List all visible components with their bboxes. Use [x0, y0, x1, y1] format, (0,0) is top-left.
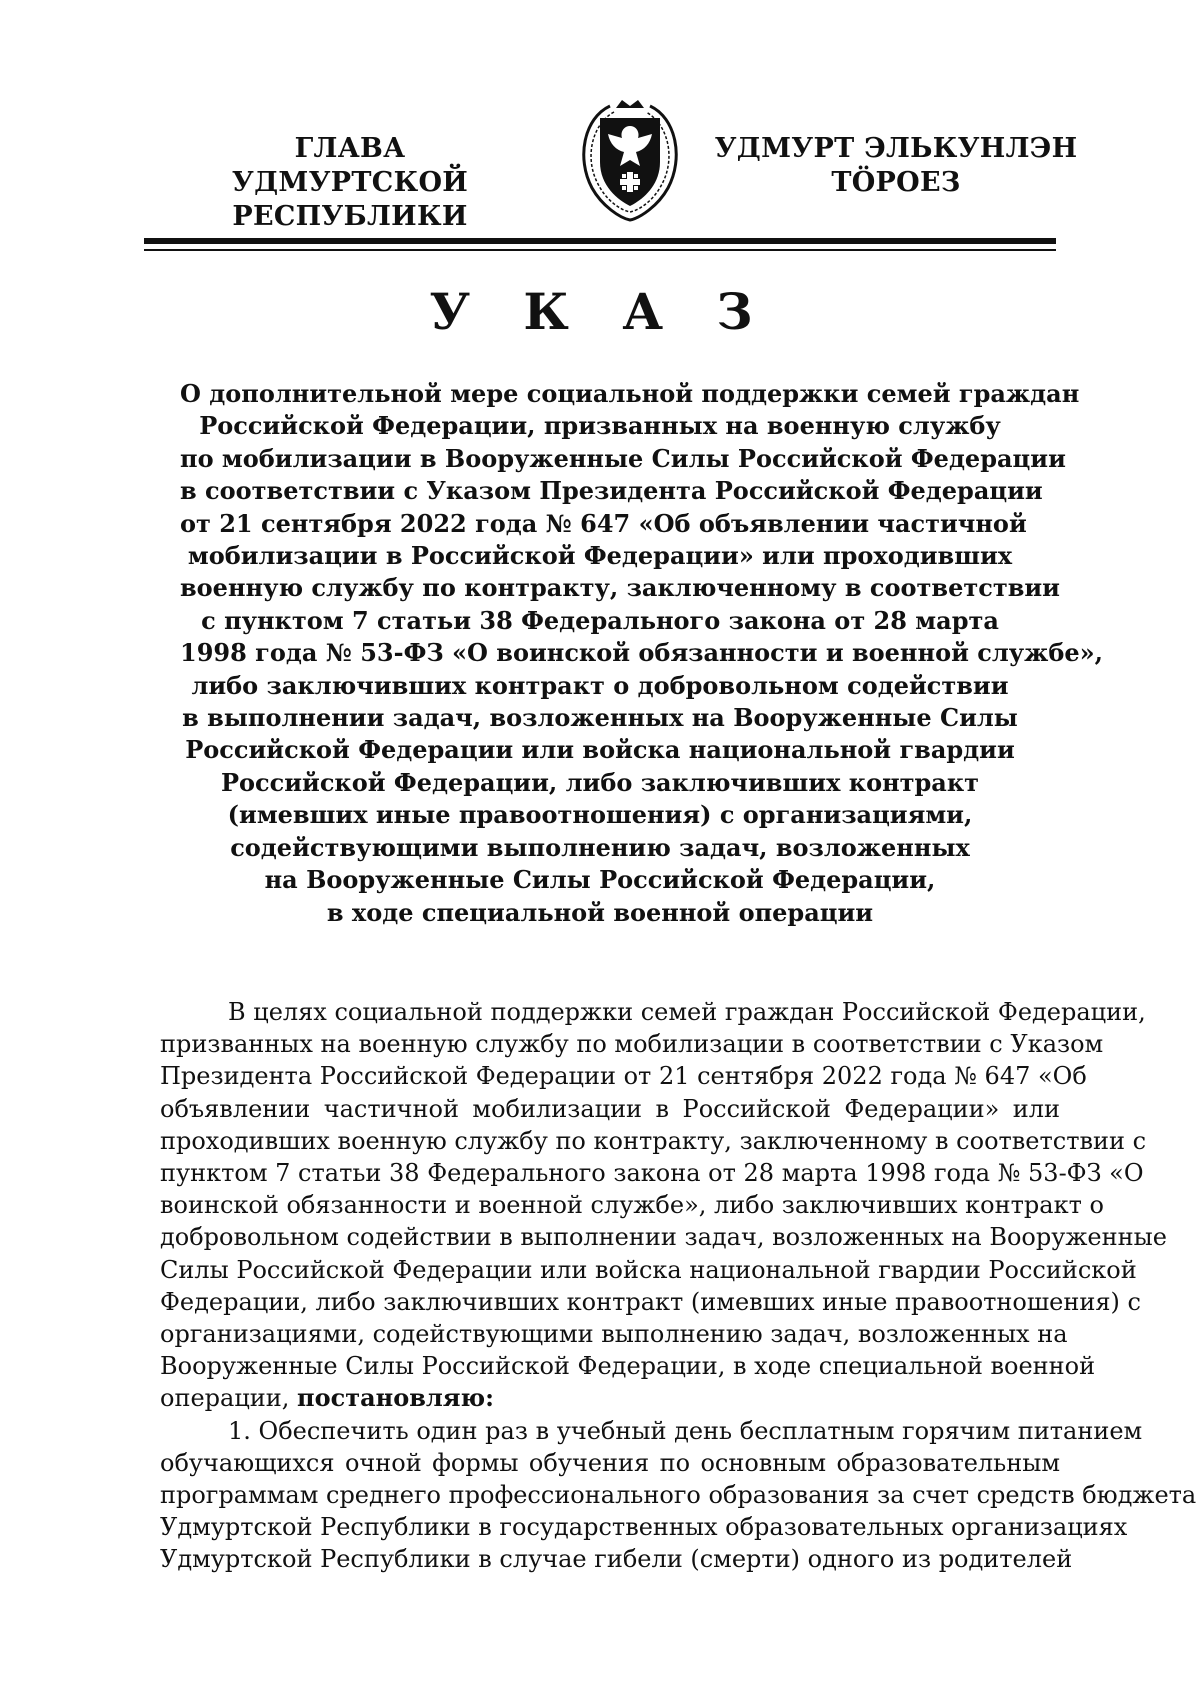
body-line: добровольном содействии в выполнении задач, возложенных на Вооруженные — [160, 1223, 1167, 1252]
issuer-title-russian — [150, 132, 550, 234]
body-line: 1. Обеспечить один раз в учебный день бесплатным горячим питанием — [228, 1416, 1143, 1445]
body-line: Удмуртской Республики в случае гибели (смерти) одного из родителей — [160, 1545, 1073, 1574]
title-line: с пунктом 7 статьи 38 Федерального закона от 28 марта — [201, 605, 999, 635]
body-line: обучающихся очной формы обучения по основным образовательным — [160, 1448, 1060, 1477]
document-header — [0, 96, 1200, 232]
udmurt-coat-of-arms-icon — [570, 96, 690, 224]
resolution-keyword: постановляю: — [297, 1383, 494, 1413]
title-line: мобилизации в Российской Федерации» или проходивших — [187, 541, 1013, 571]
body-line: Вооруженные Силы Российской Федерации, в ходе специальной военной — [160, 1352, 1096, 1381]
body-line: Президента Российской Федерации от 21 сентября 2022 года № 647 «Об — [160, 1062, 1087, 1091]
issuer-title-udmurt-line2: ТӦРОЕЗ — [831, 167, 961, 198]
title-line: содействующими выполнению задач, возложенных — [230, 832, 970, 862]
title-line: Российской Федерации, призванных на военную службу — [199, 411, 1001, 441]
title-line: в соответствии с Указом Президента Российской Федерации — [180, 476, 1043, 506]
header-divider-thick — [144, 238, 1056, 244]
issuer-title-russian-line1: ГЛАВА — [294, 133, 406, 164]
body-line-resolution — [160, 1382, 1060, 1414]
title-line: военную службу по контракту, заключенному в соответствии — [180, 573, 1060, 603]
title-line: на Вооруженные Силы Российской Федерации, — [264, 865, 936, 895]
title-line: в ходе специальной военной операции — [326, 897, 874, 927]
title-line: от 21 сентября 2022 года № 647 «Об объявлении частичной — [180, 508, 1027, 538]
decree-title — [180, 378, 1103, 929]
item-1-paragraph — [160, 1415, 1197, 1576]
body-line: В целях социальной поддержки семей граждан Российской Федерации, — [228, 998, 1146, 1026]
decree-body — [160, 996, 1197, 1576]
title-line: 1998 года № 53-ФЗ «О воинской обязанности и военной службе», — [180, 638, 1103, 668]
body-line: организациями, содействующими выполнению задач, возложенных на — [160, 1320, 1068, 1349]
title-line: в выполнении задач, возложенных на Вооруженные Силы — [182, 703, 1018, 733]
issuer-title-udmurt-line1: УДМУРТ ЭЛЬКУНЛЭН — [714, 133, 1078, 164]
body-line: пунктом 7 статьи 38 Федерального закона от 28 марта 1998 года № 53-ФЗ «О — [160, 1159, 1144, 1188]
preamble-paragraph — [160, 996, 1167, 1415]
body-line: Федерации, либо заключивших контракт (имевших иные правоотношения) с — [160, 1287, 1141, 1316]
body-line: программам среднего профессионального образования за счет средств бюджета — [160, 1481, 1197, 1510]
preamble-last-text: операции, — [160, 1384, 298, 1413]
body-line: проходивших военную службу по контракту, заключенному в соответствии с — [160, 1126, 1147, 1155]
header-divider-thin — [144, 249, 1056, 251]
body-line: Удмуртской Республики в государственных образовательных организациях — [160, 1513, 1128, 1542]
title-line: Российской Федерации или войска национальной гвардии — [185, 735, 1015, 765]
title-line: либо заключивших контракт о добровольном содействии — [191, 670, 1009, 700]
body-line: призванных на военную службу по мобилизации в соответствии с Указом — [160, 1030, 1104, 1059]
document-type-heading: У К А З — [429, 282, 771, 341]
title-line: О дополнительной мере социальной поддержки семей граждан — [180, 379, 1080, 408]
body-line: Силы Российской Федерации или войска национальной гвардии Российской — [160, 1255, 1137, 1284]
title-line: Российской Федерации, либо заключивших контракт — [220, 767, 980, 797]
title-line: по мобилизации в Вооруженные Силы Российской Федерации — [180, 443, 1066, 473]
body-line: воинской обязанности и военной службе», либо заключивших контракт о — [160, 1191, 1104, 1220]
body-line: объявлении частичной мобилизации в Российской Федерации» или — [160, 1094, 1060, 1123]
issuer-title-russian-line2: УДМУРТСКОЙ РЕСПУБЛИКИ — [231, 167, 469, 232]
issuer-title-udmurt — [696, 132, 1096, 200]
title-line: (имевших иные правоотношения) с организациями, — [227, 800, 973, 830]
